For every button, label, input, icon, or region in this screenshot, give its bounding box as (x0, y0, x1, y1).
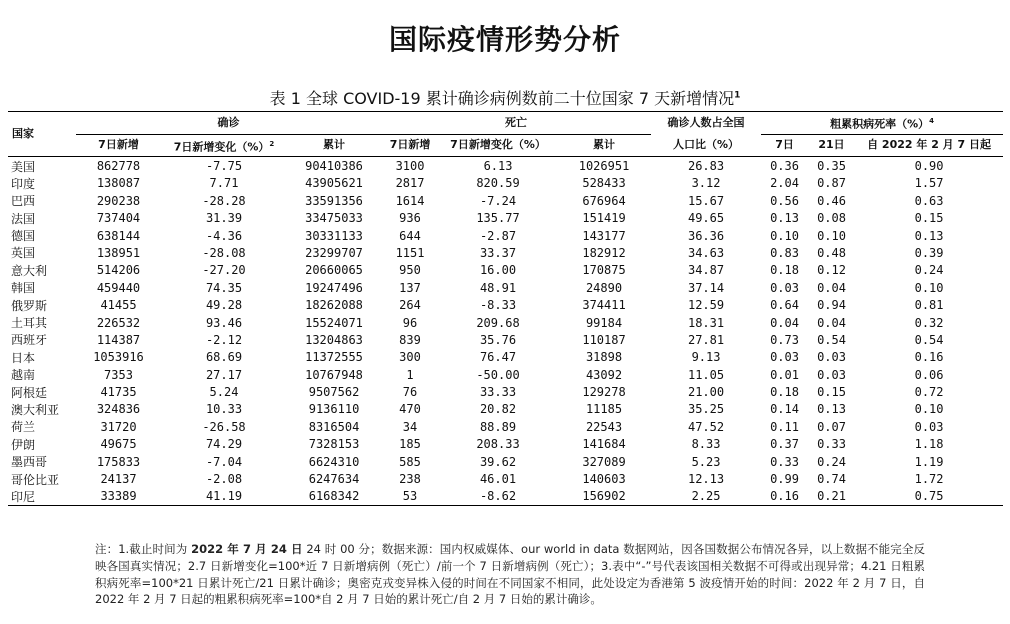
cell-death-cumulative: 99184 (585, 315, 623, 330)
header-cfr-7d: 7日 (761, 134, 808, 157)
cell-country: 哥伦比亚 (11, 472, 60, 487)
table-row (8, 157, 1003, 175)
cell-confirmed-change-7d: 74.35 (205, 280, 243, 295)
header-confirmed-change-text: 7日新增变化（%） (173, 140, 270, 154)
covid-top20-table (8, 111, 1003, 506)
cell-confirmed-cumulative: 6247634 (308, 472, 360, 487)
cell-death-new-7d: 1151 (395, 245, 425, 260)
cell-death-change-7d: 135.77 (476, 211, 520, 226)
table-row (8, 314, 1003, 331)
cell-death-change-7d: 33.37 (479, 245, 517, 260)
cell-cfr-7d: 0.18 (770, 263, 799, 278)
cell-confirmed-change-7d: -28.08 (202, 245, 246, 260)
footnotes (95, 541, 925, 608)
cell-confirmed-change-7d: -26.58 (202, 419, 246, 434)
cell-confirmed-change-7d: 49.28 (205, 298, 243, 313)
cell-death-cumulative: 43092 (585, 367, 623, 382)
cell-country: 墨西哥 (11, 455, 48, 470)
cell-population-share: 11.05 (687, 367, 725, 382)
cell-confirmed-cumulative: 19247496 (305, 280, 363, 295)
header-country: 国家 (8, 112, 76, 157)
cell-confirmed-cumulative: 43905621 (305, 176, 363, 191)
cell-confirmed-new-7d: 24137 (100, 472, 137, 487)
cell-death-new-7d: 950 (399, 263, 421, 278)
cell-confirmed-cumulative: 15524071 (305, 315, 363, 330)
cell-confirmed-cumulative: 10767948 (305, 367, 363, 382)
header-share-line2: 人口比（%） (651, 134, 761, 157)
table-row (8, 244, 1003, 261)
cell-death-new-7d: 137 (399, 280, 421, 295)
cell-death-new-7d: 839 (399, 332, 421, 347)
cell-death-new-7d: 3100 (395, 159, 425, 173)
cell-country: 越南 (11, 368, 36, 383)
cell-confirmed-cumulative: 30331133 (305, 228, 363, 243)
header-cfr-group (761, 112, 1003, 135)
cell-confirmed-change-7d: 31.39 (205, 211, 243, 226)
cell-cfr-since-feb7: 0.03 (914, 419, 944, 434)
cell-confirmed-new-7d: 175833 (96, 454, 141, 469)
cell-cfr-since-feb7: 0.54 (914, 332, 944, 347)
cell-cfr-since-feb7: 0.10 (914, 402, 944, 417)
cell-confirmed-cumulative: 6168342 (287, 488, 381, 506)
cell-confirmed-new-7d: 31720 (100, 419, 137, 434)
cell-population-share: 12.59 (687, 298, 725, 313)
cell-death-cumulative: 151419 (582, 211, 626, 226)
cell-population-share: 34.63 (687, 245, 725, 260)
cell-death-change-7d: 88.89 (479, 419, 517, 434)
cell-death-new-7d: 2817 (395, 176, 425, 191)
footnote-body: 24 时 00 分；数据来源：国内权威媒体、our world in data 数据网站，因各国数据公布情况各异，以上数据不能完全反映各国真实情况；2.7 日新增变化=100*近 7 日新增病例（死亡）/前一个 7 日新增病例（死亡）；3.表中“-”号代表该国相关数据不可得或出现异常；4.21 日粗累积病死率=100*21 日累计死亡/21 日累计确诊；奥密克戎变异株入侵的时间在不同国家不相同，此处设定为香港第 5 波疫情开始的时间：2022 年 2 月 7 日，自 2022 年 2 月 7 日起的粗累积病死率=100*自 2 月 7 日始的累计死亡/自 2 月 7 日始的累计确诊。 (95, 542, 926, 607)
cell-death-cumulative: 676964 (582, 193, 626, 208)
cell-cfr-21d: 0.13 (817, 402, 846, 417)
cell-death-new-7d: 936 (399, 211, 421, 226)
cell-death-new-7d: 470 (399, 402, 421, 417)
header-death-new-7d: 7日新增 (381, 134, 439, 157)
cell-cfr-since-feb7: 0.16 (914, 350, 944, 365)
cell-country: 德国 (11, 229, 36, 244)
header-death-change-7d: 7日新增变化（%） (439, 134, 557, 157)
cell-cfr-since-feb7: 0.75 (855, 488, 1003, 506)
cell-death-cumulative: 327089 (582, 454, 626, 469)
cell-country: 意大利 (11, 263, 48, 278)
cell-death-cumulative: 528433 (582, 176, 626, 191)
cell-death-change-7d: 48.91 (479, 280, 517, 295)
cell-confirmed-change-7d: -28.28 (202, 193, 246, 208)
cell-cfr-7d: 0.04 (770, 315, 799, 330)
cell-population-share: 18.31 (687, 315, 725, 330)
cell-country: 伊朗 (11, 437, 36, 452)
header-death-group: 死亡 (381, 112, 651, 135)
cell-confirmed-cumulative: 9136110 (308, 402, 360, 417)
cell-confirmed-cumulative: 33475033 (305, 211, 363, 226)
cell-cfr-21d: 0.24 (817, 454, 846, 469)
cell-confirmed-new-7d: 41735 (100, 385, 137, 400)
cell-cfr-since-feb7: 0.15 (914, 211, 944, 226)
cell-confirmed-change-7d: 68.69 (205, 350, 243, 365)
change-footnote-mark: 2 (269, 139, 275, 148)
cell-confirmed-change-7d: -2.08 (205, 472, 243, 487)
cell-cfr-since-feb7: 0.32 (914, 315, 944, 330)
header-confirmed-new-7d: 7日新增 (76, 134, 161, 157)
cell-death-new-7d: 644 (399, 228, 421, 243)
cell-cfr-7d: 0.56 (770, 193, 799, 208)
table-row (8, 401, 1003, 418)
table-row (8, 279, 1003, 296)
cell-confirmed-new-7d: 459440 (96, 280, 141, 295)
footnote-date: 2022 年 7 月 24 日 (191, 542, 303, 556)
cell-cfr-since-feb7: 1.72 (914, 472, 944, 487)
cell-confirmed-change-7d: 5.24 (209, 385, 239, 400)
cell-country: 西班牙 (11, 333, 48, 348)
cell-cfr-21d: 0.10 (817, 228, 846, 243)
cell-confirmed-new-7d: 862778 (96, 159, 141, 173)
table-row (8, 418, 1003, 435)
cell-death-change-7d: -8.33 (479, 298, 517, 313)
cell-cfr-7d: 0.18 (770, 385, 799, 400)
cell-cfr-since-feb7: 1.19 (914, 454, 944, 469)
cell-cfr-7d: 0.64 (770, 298, 799, 313)
cell-death-cumulative: 170875 (582, 263, 626, 278)
cell-population-share: 8.33 (691, 437, 721, 452)
cell-confirmed-cumulative: 23299707 (305, 245, 363, 260)
cell-cfr-since-feb7: 0.72 (914, 385, 944, 400)
cell-death-new-7d: 53 (381, 488, 439, 506)
cell-population-share: 12.13 (687, 472, 725, 487)
cell-country: 英国 (11, 246, 36, 261)
cell-death-change-7d: 16.00 (479, 263, 517, 278)
cell-confirmed-new-7d: 290238 (96, 193, 141, 208)
cell-death-change-7d: 33.33 (479, 385, 517, 400)
cell-country: 荷兰 (11, 420, 36, 435)
cell-cfr-since-feb7: 0.39 (914, 245, 944, 260)
cell-cfr-21d: 0.48 (817, 245, 846, 260)
cell-death-cumulative: 1026951 (578, 159, 630, 173)
cell-death-change-7d: -50.00 (476, 367, 520, 382)
cell-confirmed-new-7d: 514206 (96, 263, 141, 278)
cell-death-cumulative: 22543 (585, 419, 623, 434)
cell-death-change-7d: 39.62 (479, 454, 517, 469)
cell-population-share: 34.87 (687, 263, 725, 278)
cell-death-new-7d: 96 (402, 315, 418, 330)
cell-population-share: 9.13 (691, 350, 721, 365)
cell-confirmed-new-7d: 138087 (96, 176, 141, 191)
cell-confirmed-cumulative: 20660065 (305, 263, 363, 278)
header-confirmed-group: 确诊 (76, 112, 381, 135)
cell-cfr-7d: 0.03 (770, 280, 799, 295)
cell-country: 印尼 (8, 488, 76, 506)
cell-death-change-7d: 209.68 (476, 315, 520, 330)
cell-confirmed-cumulative: 18262088 (305, 298, 363, 313)
table-row (8, 262, 1003, 279)
cell-cfr-since-feb7: 0.81 (914, 298, 944, 313)
cell-death-change-7d: 76.47 (479, 350, 517, 365)
cell-confirmed-cumulative: 33591356 (305, 193, 363, 208)
cell-population-share: 47.52 (687, 419, 725, 434)
cell-death-cumulative: 141684 (582, 437, 626, 452)
cell-country: 日本 (11, 350, 36, 365)
cell-cfr-since-feb7: 0.24 (914, 263, 944, 278)
cell-death-cumulative: 182912 (582, 245, 626, 260)
cell-population-share: 49.65 (687, 211, 725, 226)
cell-confirmed-cumulative: 11372555 (305, 350, 363, 365)
cell-cfr-7d: 0.13 (770, 211, 799, 226)
cell-confirmed-change-7d: 7.71 (209, 176, 239, 191)
cell-death-change-7d: -7.24 (479, 193, 517, 208)
cell-confirmed-change-7d: -7.04 (205, 454, 243, 469)
cell-confirmed-change-7d: 74.29 (205, 437, 243, 452)
cell-death-cumulative: 156902 (557, 488, 651, 506)
cell-confirmed-new-7d: 1053916 (93, 350, 144, 365)
table-row (8, 366, 1003, 383)
cell-death-new-7d: 76 (402, 385, 418, 400)
cell-confirmed-cumulative: 90410386 (305, 159, 363, 173)
cell-cfr-21d: 0.04 (817, 315, 846, 330)
table-row (8, 227, 1003, 244)
cell-country: 阿根廷 (11, 385, 48, 400)
cell-confirmed-change-7d: 93.46 (205, 315, 243, 330)
cell-death-cumulative: 24890 (585, 280, 623, 295)
cell-cfr-21d: 0.12 (817, 263, 846, 278)
cell-cfr-7d: 0.14 (770, 402, 799, 417)
page-title: 国际疫情形势分析 (388, 23, 621, 56)
cell-country: 澳大利亚 (11, 402, 60, 417)
cell-population-share: 21.00 (687, 385, 725, 400)
table-row (8, 383, 1003, 400)
cell-cfr-7d: 0.11 (770, 419, 799, 434)
cell-death-change-7d: 208.33 (476, 437, 520, 452)
table-body (8, 157, 1003, 506)
cell-death-cumulative: 143177 (582, 228, 626, 243)
header-death-cumulative: 累计 (557, 134, 651, 157)
cell-confirmed-cumulative: 7328153 (308, 437, 360, 452)
cell-cfr-21d: 0.87 (817, 176, 846, 191)
cell-confirmed-change-7d: -2.12 (205, 332, 243, 347)
cell-population-share: 26.83 (687, 159, 725, 173)
cell-confirmed-cumulative: 8316504 (308, 419, 360, 434)
cell-death-change-7d: 20.82 (479, 402, 517, 417)
cell-death-cumulative: 110187 (582, 332, 626, 347)
cell-cfr-21d: 0.04 (817, 280, 846, 295)
cell-country: 印度 (11, 176, 36, 191)
cell-country: 美国 (11, 159, 36, 174)
cell-country: 法国 (11, 211, 36, 226)
cell-death-new-7d: 185 (399, 437, 421, 452)
header-cfr-group-text: 粗累积病死率（%） (830, 117, 930, 131)
cell-country: 韩国 (11, 281, 36, 296)
cell-population-share: 27.81 (687, 332, 725, 347)
cell-cfr-7d: 0.73 (770, 332, 799, 347)
cell-confirmed-new-7d: 49675 (100, 437, 137, 452)
cell-cfr-7d: 0.33 (770, 454, 799, 469)
cell-confirmed-change-7d: -4.36 (205, 228, 243, 243)
cell-cfr-21d: 0.54 (817, 332, 846, 347)
header-share-line1: 确诊人数占全国 (651, 112, 761, 135)
cell-cfr-21d: 0.21 (808, 488, 855, 506)
cell-confirmed-new-7d: 138951 (96, 245, 141, 260)
cell-cfr-7d: 0.03 (770, 350, 799, 365)
header-confirmed-change-7d (161, 134, 287, 157)
cell-death-cumulative: 11185 (585, 402, 623, 417)
cell-population-share: 15.67 (687, 193, 725, 208)
table-row (8, 349, 1003, 366)
cell-confirmed-new-7d: 638144 (96, 228, 141, 243)
cell-death-new-7d: 585 (399, 454, 421, 469)
cell-confirmed-change-7d: 41.19 (161, 488, 287, 506)
table-row (8, 175, 1003, 192)
cell-cfr-since-feb7: 1.57 (914, 176, 944, 191)
cell-confirmed-change-7d: 27.17 (205, 367, 243, 382)
cell-death-cumulative: 31898 (585, 350, 623, 365)
cell-population-share: 36.36 (687, 228, 725, 243)
cell-cfr-7d: 0.16 (761, 488, 808, 506)
cell-population-share: 37.14 (687, 280, 725, 295)
cell-confirmed-cumulative: 9507562 (308, 385, 360, 400)
cell-country: 土耳其 (11, 316, 48, 331)
header-cfr-since: 自 2022 年 2 月 7 日起 (855, 134, 1003, 157)
cell-death-change-7d: 6.13 (483, 159, 513, 173)
table-row (8, 331, 1003, 348)
cell-death-cumulative: 374411 (582, 298, 626, 313)
header-cfr-21d: 21日 (808, 134, 855, 157)
cell-cfr-7d: 0.99 (770, 472, 799, 487)
cell-population-share: 5.23 (691, 454, 721, 469)
cell-death-cumulative: 140603 (582, 472, 626, 487)
cell-cfr-since-feb7: 0.10 (914, 280, 944, 295)
cell-death-change-7d: -8.62 (439, 488, 557, 506)
table-caption-text: 表 1 全球 COVID-19 累计确诊病例数前二十位国家 7 天新增情况 (269, 89, 735, 108)
table-row (8, 436, 1003, 453)
cell-cfr-7d: 0.10 (770, 228, 799, 243)
cell-cfr-7d: 0.36 (770, 159, 799, 173)
cell-cfr-21d: 0.03 (817, 367, 846, 382)
table-row (8, 453, 1003, 470)
cell-death-new-7d: 300 (399, 350, 421, 365)
cell-confirmed-new-7d: 7353 (104, 367, 133, 382)
table-row (8, 209, 1003, 226)
cell-cfr-since-feb7: 0.90 (914, 159, 944, 173)
table-row (8, 470, 1003, 487)
table-row (8, 296, 1003, 313)
cell-cfr-21d: 0.94 (817, 298, 846, 313)
cell-population-share: 2.25 (651, 488, 761, 506)
cell-death-change-7d: 820.59 (476, 176, 520, 191)
cell-cfr-since-feb7: 0.13 (914, 228, 944, 243)
table-row (8, 192, 1003, 209)
cell-death-change-7d: -2.87 (479, 228, 517, 243)
cell-confirmed-new-7d: 114387 (96, 332, 141, 347)
header-confirmed-cumulative: 累计 (287, 134, 381, 157)
cell-confirmed-change-7d: -27.20 (202, 263, 246, 278)
cell-confirmed-new-7d: 41455 (100, 298, 137, 313)
cell-confirmed-new-7d: 324836 (96, 402, 141, 417)
cell-death-new-7d: 264 (399, 298, 421, 313)
footnote-prefix: 注：1.截止时间为 (95, 542, 192, 556)
cell-confirmed-new-7d: 737404 (96, 211, 141, 226)
cfr-footnote-mark: 4 (929, 117, 934, 125)
cell-cfr-21d: 0.35 (817, 159, 846, 173)
cell-death-new-7d: 1614 (395, 193, 425, 208)
cell-cfr-21d: 0.08 (817, 211, 846, 226)
cell-cfr-since-feb7: 1.18 (914, 437, 944, 452)
cell-death-new-7d: 238 (399, 472, 421, 487)
cell-confirmed-new-7d: 33389 (76, 488, 161, 506)
cell-confirmed-change-7d: 10.33 (205, 402, 243, 417)
caption-footnote-mark: 1 (734, 90, 741, 101)
cell-death-change-7d: 46.01 (479, 472, 517, 487)
cell-population-share: 3.12 (691, 176, 721, 191)
cell-cfr-since-feb7: 0.06 (914, 367, 944, 382)
cell-cfr-7d: 0.01 (770, 367, 799, 382)
cell-population-share: 35.25 (687, 402, 725, 417)
cell-confirmed-new-7d: 226532 (96, 315, 141, 330)
cell-death-new-7d: 1 (406, 367, 414, 382)
cell-country: 巴西 (11, 194, 36, 209)
cell-country: 俄罗斯 (11, 298, 48, 313)
cell-cfr-since-feb7: 0.63 (914, 193, 944, 208)
cell-confirmed-cumulative: 6624310 (308, 454, 360, 469)
cell-cfr-7d: 0.83 (770, 245, 799, 260)
cell-confirmed-change-7d: -7.75 (205, 159, 243, 173)
cell-cfr-21d: 0.33 (817, 437, 846, 452)
cell-cfr-21d: 0.46 (817, 193, 846, 208)
cell-cfr-7d: 2.04 (770, 176, 799, 191)
cell-cfr-21d: 0.15 (817, 385, 846, 400)
cell-cfr-7d: 0.37 (770, 437, 799, 452)
cell-death-new-7d: 34 (402, 419, 418, 434)
table-row (8, 488, 1003, 506)
cell-death-change-7d: 35.76 (479, 332, 517, 347)
cell-death-cumulative: 129278 (582, 385, 626, 400)
cell-cfr-21d: 0.74 (817, 472, 846, 487)
table-caption (0, 86, 1010, 109)
cell-cfr-21d: 0.07 (817, 419, 846, 434)
cell-cfr-21d: 0.03 (817, 350, 846, 365)
cell-confirmed-cumulative: 13204863 (305, 332, 363, 347)
